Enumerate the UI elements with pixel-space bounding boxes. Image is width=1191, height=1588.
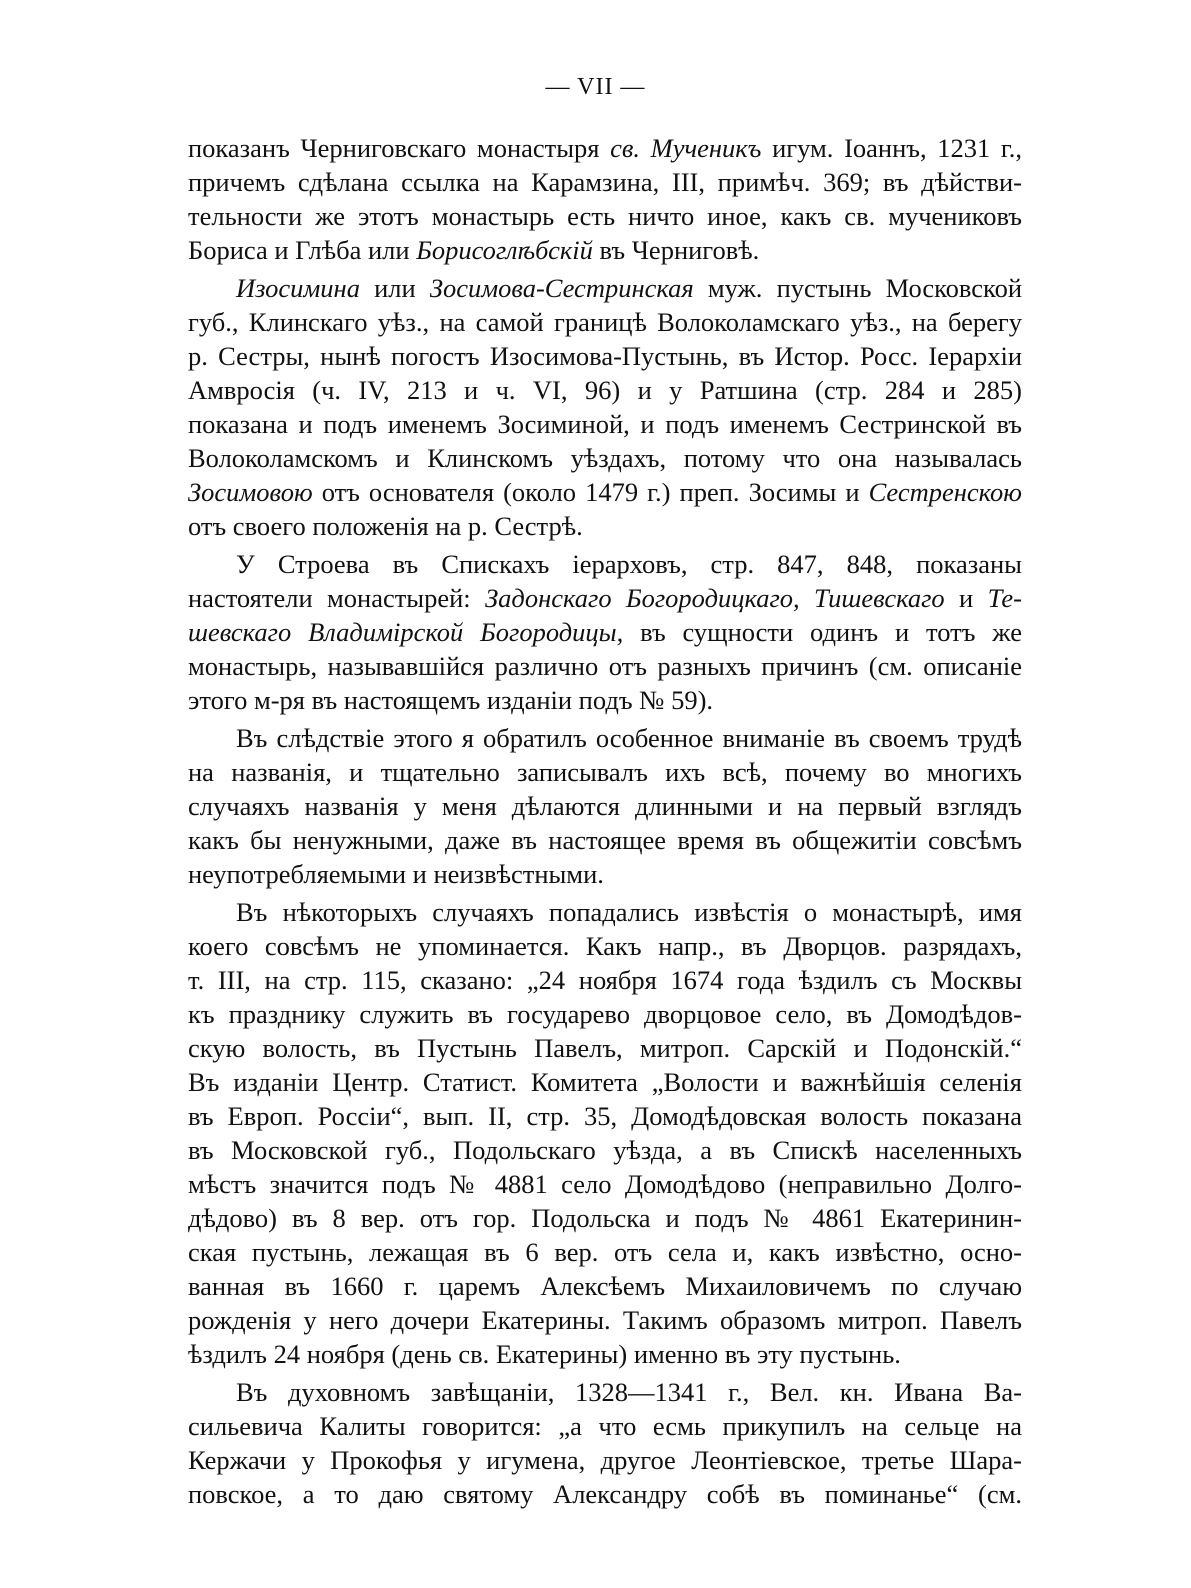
text-segment: муж. пустынь Московской bbox=[693, 273, 1022, 303]
italic-text: Зосимова-Сестринская bbox=[429, 273, 694, 303]
text-segment: въ Московской губ., Подольскаго уѣзда, а въ Спискѣ населенныхъ bbox=[188, 1135, 1022, 1165]
text-segment: губ., Клинскаго уѣз., на самой границѣ Волоколамскаго уѣз., на берегу bbox=[188, 307, 1022, 337]
text-line bbox=[188, 407, 1022, 441]
text-line bbox=[188, 857, 1022, 891]
text-line bbox=[188, 1303, 1022, 1337]
text-line bbox=[188, 1337, 1022, 1371]
page-number: — VII — bbox=[545, 74, 646, 100]
text-line bbox=[188, 1031, 1022, 1065]
text-line bbox=[188, 441, 1022, 475]
text-line bbox=[188, 929, 1022, 963]
text-segment: причемъ сдѣлана ссылка на Карамзина, III, примѣч. 369; въ дѣйстви- bbox=[188, 167, 1022, 197]
text-segment: этого м-ря въ настоящемъ изданіи подъ № 59). bbox=[188, 685, 714, 715]
text-segment: мѣстъ значится подъ № 4881 село Домодѣдово (неправильно Долго- bbox=[188, 1169, 1022, 1199]
paragraph bbox=[188, 721, 1022, 891]
text-segment: показанъ Черниговскаго монастыря bbox=[188, 133, 611, 163]
text-line bbox=[188, 233, 1022, 267]
text-line bbox=[188, 305, 1022, 339]
italic-text: шевскаго Владимірской Богородицы, bbox=[188, 617, 624, 647]
text-line bbox=[188, 649, 1022, 683]
text-segment: показана и подъ именемъ Зосиминой, и подъ именемъ Сестринской въ bbox=[188, 409, 1022, 439]
text-segment: къ празднику служить въ государево дворцовое село, въ Домодѣдов- bbox=[188, 999, 1022, 1029]
text-segment: Въ слѣдствіе этого я обратилъ особенное вниманіе въ своемъ трудѣ bbox=[236, 723, 1022, 753]
italic-text: Сестренскою bbox=[868, 477, 1022, 507]
text-segment: повское, а то даю святому Александру собѣ въ поминанье“ (см. bbox=[188, 1479, 1022, 1509]
text-line bbox=[188, 475, 1022, 509]
italic-text: Зосимовою bbox=[188, 477, 313, 507]
text-segment: ская пустынь, лежащая въ 6 вер. отъ села и, какъ извѣстно, осно- bbox=[188, 1237, 1022, 1267]
text-segment: У Строева въ Спискахъ іерарховъ, стр. 847, 848, показаны bbox=[236, 549, 1022, 579]
text-segment: Въ нѣкоторыхъ случаяхъ попадались извѣстія о монастырѣ, имя bbox=[236, 897, 1022, 927]
text-segment: въ сущности одинъ и тотъ же bbox=[623, 617, 1022, 647]
text-line bbox=[188, 1409, 1022, 1443]
text-line bbox=[188, 1201, 1022, 1235]
text-line bbox=[188, 581, 1022, 615]
italic-text: Изосимина bbox=[236, 273, 360, 303]
paragraph bbox=[188, 1375, 1022, 1511]
text-segment: неупотребляемыми и неизвѣстными. bbox=[188, 859, 604, 889]
text-line bbox=[188, 165, 1022, 199]
text-segment: скую волость, въ Пустынь Павелъ, митроп. Сарскій и Подонскій.“ bbox=[188, 1033, 1022, 1063]
text-segment: ванная въ 1660 г. царемъ Алексѣемъ Михаиловичемъ по случаю bbox=[188, 1271, 1022, 1301]
text-line bbox=[188, 895, 1022, 929]
text-line bbox=[188, 1167, 1022, 1201]
text-line bbox=[188, 1235, 1022, 1269]
text-line bbox=[188, 615, 1022, 649]
text-line bbox=[188, 1269, 1022, 1303]
text-segment: въ Европ. Россіи“, вып. II, стр. 35, Домодѣдовская волость показана bbox=[188, 1101, 1022, 1131]
text-line bbox=[188, 199, 1022, 233]
text-line bbox=[188, 1443, 1022, 1477]
text-line bbox=[188, 1065, 1022, 1099]
text-line bbox=[188, 789, 1022, 823]
text-segment: отъ своего положенія на р. Сестрѣ. bbox=[188, 511, 583, 541]
text-segment: Бориса и Глѣба или bbox=[188, 235, 417, 265]
text-segment: Амвросія (ч. IV, 213 и ч. VI, 96) и у Ратшина (стр. 284 и 285) bbox=[188, 375, 1022, 405]
text-line bbox=[188, 1099, 1022, 1133]
text-line bbox=[188, 373, 1022, 407]
text-segment: игум. Іоаннъ, 1231 г., bbox=[761, 133, 1023, 163]
text-segment: настоятели монастырей: bbox=[188, 583, 486, 613]
italic-text: Задонскаго Богородицкаго, Тишевскаго bbox=[485, 583, 945, 613]
text-line bbox=[188, 823, 1022, 857]
text-segment: рожденія у него дочери Екатерины. Такимъ образомъ митроп. Павелъ bbox=[188, 1305, 1022, 1335]
text-segment: р. Сестры, нынѣ погостъ Изосимова-Пустынь, въ Истор. Росс. Іерархіи bbox=[188, 341, 1022, 371]
text-segment: отъ основателя (около 1479 г.) преп. Зосимы и bbox=[312, 477, 869, 507]
italic-text: Те- bbox=[987, 583, 1022, 613]
text-segment: Волоколамскомъ и Клинскомъ уѣздахъ, потому что она называлась bbox=[188, 443, 1022, 473]
paragraph bbox=[188, 271, 1022, 543]
paragraph bbox=[188, 895, 1022, 1371]
text-segment: монастырь, называвшійся различно отъ разныхъ причинъ (см. описаніе bbox=[188, 651, 1022, 681]
text-segment: коего совсѣмъ не упоминается. Какъ напр., въ Дворцов. разрядахъ, bbox=[188, 931, 1022, 961]
text-segment: Въ изданіи Центр. Статист. Комитета „Волости и важнѣйшія селенія bbox=[188, 1067, 1022, 1097]
body-text bbox=[188, 131, 1022, 1515]
text-segment: тельности же этотъ монастырь есть ничто иное, какъ св. мучениковъ bbox=[188, 201, 1022, 231]
text-line bbox=[188, 509, 1022, 543]
text-line bbox=[188, 755, 1022, 789]
text-line bbox=[188, 997, 1022, 1031]
paragraph bbox=[188, 131, 1022, 267]
text-line bbox=[188, 1375, 1022, 1409]
text-segment: Въ духовномъ завѣщаніи, 1328—1341 г., Вел. кн. Ивана Ва- bbox=[236, 1377, 1022, 1407]
text-segment: дѣдово) въ 8 вер. отъ гор. Подольска и подъ № 4861 Екатеринин- bbox=[188, 1203, 1022, 1233]
text-line bbox=[188, 683, 1022, 717]
text-segment: какъ бы ненужными, даже въ настоящее время въ общежитіи совсѣмъ bbox=[188, 825, 1022, 855]
paragraph bbox=[188, 547, 1022, 717]
text-segment: или bbox=[359, 273, 430, 303]
text-line bbox=[188, 1477, 1022, 1511]
text-segment: въ Черниговѣ. bbox=[592, 235, 760, 265]
text-line bbox=[188, 339, 1022, 373]
italic-text: св. Мученикъ bbox=[610, 133, 762, 163]
text-line bbox=[188, 963, 1022, 997]
text-segment: т. III, на стр. 115, сказано: „24 ноября 1674 года ѣздилъ съ Москвы bbox=[188, 965, 1022, 995]
text-segment: и bbox=[944, 583, 988, 613]
text-segment: Кержачи у Прокофья у игумена, другое Леонтіевское, третье Шара- bbox=[188, 1445, 1022, 1475]
text-line bbox=[188, 1133, 1022, 1167]
text-segment: сильевича Калиты говорится: „а что есмь прикупилъ на сельце на bbox=[188, 1411, 1022, 1441]
text-line bbox=[188, 131, 1022, 165]
text-line bbox=[188, 721, 1022, 755]
text-segment: на названія, и тщательно записывалъ ихъ всѣ, почему во многихъ bbox=[188, 757, 1022, 787]
italic-text: Борисоглѣбскій bbox=[416, 235, 593, 265]
text-segment: случаяхъ названія у меня дѣлаются длинными и на первый взглядъ bbox=[188, 791, 1022, 821]
text-segment: ѣздилъ 24 ноября (день св. Екатерины) именно въ эту пустынь. bbox=[188, 1339, 901, 1369]
text-line bbox=[188, 547, 1022, 581]
text-line bbox=[188, 271, 1022, 305]
